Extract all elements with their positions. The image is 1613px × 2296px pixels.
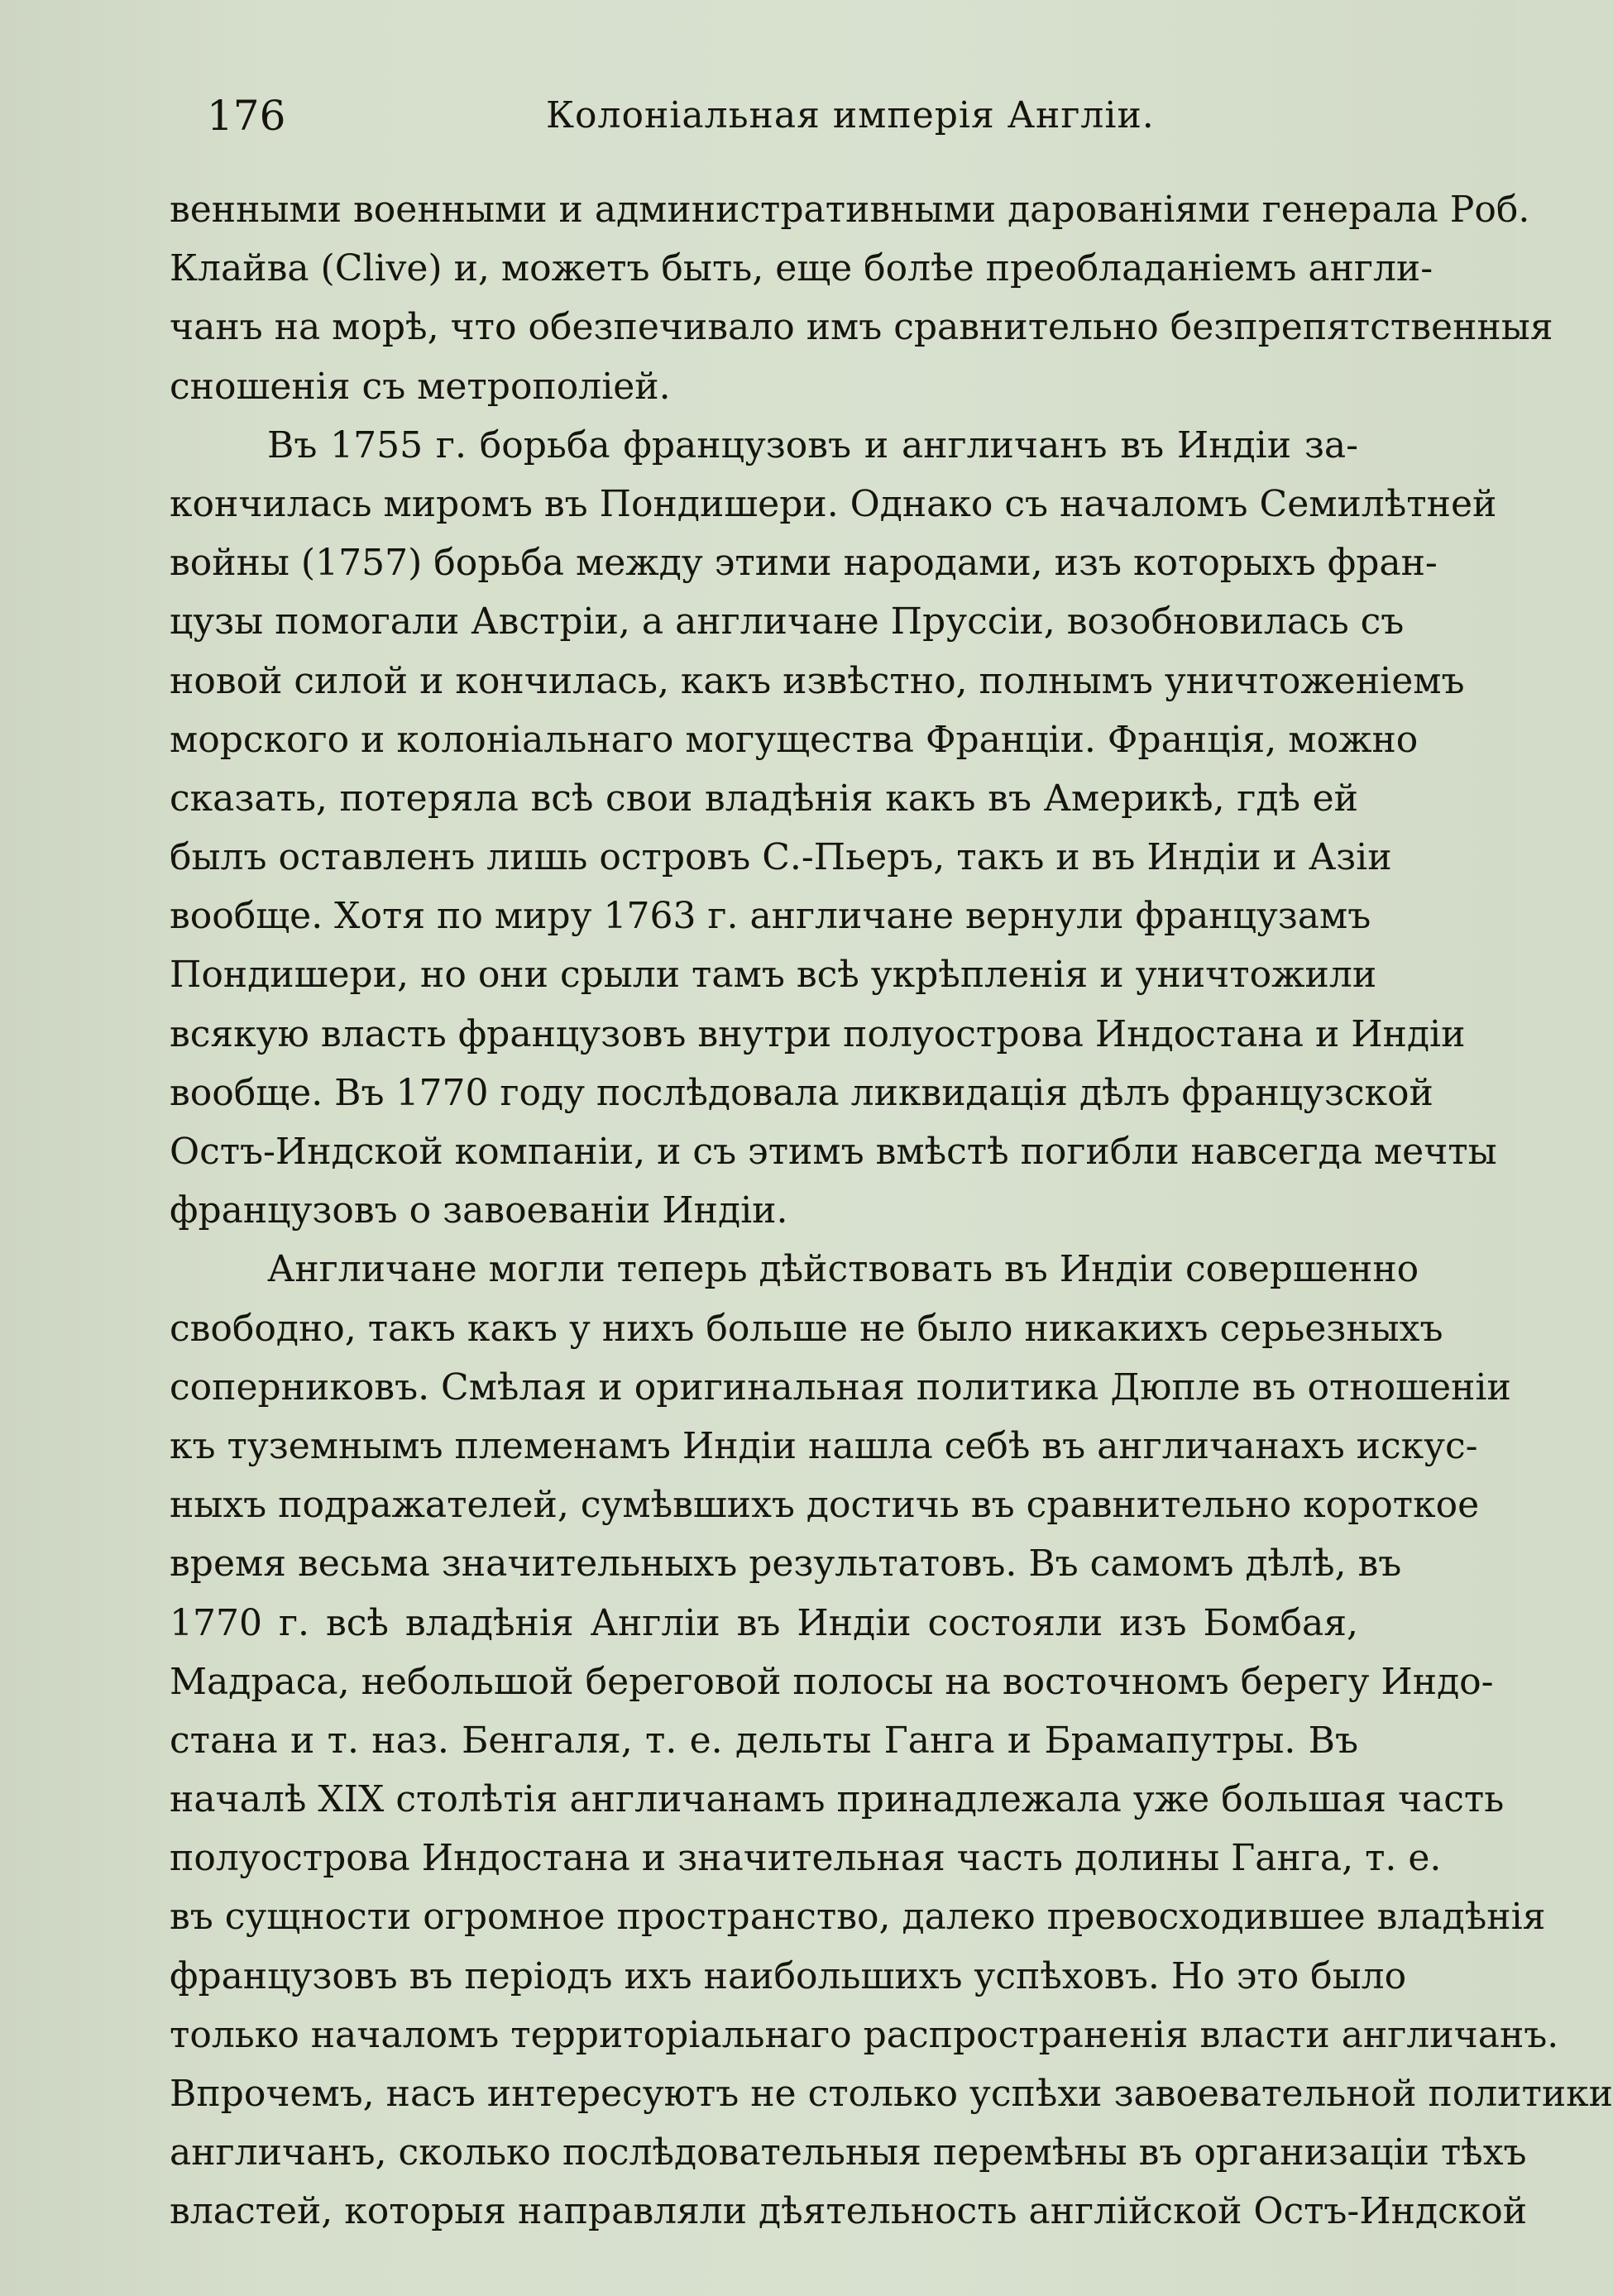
text-line: сказать, потеряла всѣ свои владѣнія какъ въ Америкѣ, гдѣ ей: [170, 777, 1358, 820]
text-line: цузы помогали Австріи, а англичане Пруссіи, возобновилась съ: [170, 600, 1405, 643]
text-line: вообще. Въ 1770 году послѣдовала ликвидація дѣлъ французской: [170, 1071, 1434, 1114]
text-line: началѣ XIX столѣтія англичанамъ принадлежала уже большая часть: [170, 1778, 1505, 1821]
text-line: 1770 г. всѣ владѣнія Англіи въ Индіи состояли изъ Бомбая,: [170, 1601, 1358, 1644]
text-line: ныхъ подражателей, сумѣвшихъ достичь въ сравнительно короткое: [170, 1484, 1480, 1527]
text-line: французовъ въ періодъ ихъ наибольшихъ успѣховъ. Но это было: [170, 1954, 1407, 1997]
page-header: [207, 87, 1365, 145]
text-line: стана и т. наз. Бенгаля, т. е. дельты Ганга и Брамапутры. Въ: [170, 1719, 1358, 1762]
text-line: время весьма значительныхъ результатовъ. Въ самомъ дѣлѣ, въ: [170, 1543, 1402, 1586]
text-line: былъ оставленъ лишь островъ С.-Пьеръ, такъ и въ Индіи и Азіи: [170, 836, 1392, 879]
text-line: Мадраса, небольшой береговой полосы на восточномъ берегу Индо-: [170, 1660, 1494, 1703]
page-number: 176: [207, 92, 286, 140]
text-line: всякую власть французовъ внутри полуострова Индостана и Индіи: [170, 1012, 1466, 1055]
text-line: властей, которыя направляли дѣятельность англійской Остъ-Индской: [170, 2190, 1528, 2233]
text-line: къ туземнымъ племенамъ Индіи нашла себѣ въ англичанахъ искус-: [170, 1424, 1478, 1467]
text-line: только началомъ территоріальнаго распространенія власти англичанъ.: [170, 2013, 1559, 2056]
text-line: соперниковъ. Смѣлая и оригинальная политика Дюпле въ отношеніи: [170, 1366, 1511, 1409]
text-line: Впрочемъ, насъ интересуютъ не столько успѣхи завоевательной политики: [170, 2073, 1613, 2115]
text-line: французовъ о завоеваніи Индіи.: [170, 1189, 788, 1232]
text-line: Пондишери, но они срыли тамъ всѣ укрѣпленія и уничтожили: [170, 954, 1377, 997]
text-line: Англичане могли теперь дѣйствовать въ Индіи совершенно: [267, 1248, 1419, 1291]
text-line: кончилась миромъ въ Пондишери. Однако съ началомъ Семилѣтней: [170, 482, 1497, 525]
running-title: Колоніальная имперія Англіи.: [546, 94, 1155, 136]
text-line: чанъ на морѣ, что обезпечивало имъ сравнительно безпрепятственныя: [170, 306, 1553, 349]
text-line: англичанъ, сколько послѣдовательныя перемѣны въ организаціи тѣхъ: [170, 2131, 1527, 2174]
text-line: венными военными и административными дарованіями генерала Роб.: [170, 189, 1530, 231]
text-line: въ сущности огромное пространство, далеко превосходившее владѣнія: [170, 1896, 1546, 1939]
text-line: Клайва (Clive) и, можетъ быть, еще болѣе преобладаніемъ англи-: [170, 247, 1434, 290]
text-line: вообще. Хотя по миру 1763 г. англичане вернули французамъ: [170, 895, 1371, 938]
text-line: морского и колоніальнаго могущества Франціи. Франція, можно: [170, 718, 1419, 761]
text-line: свободно, такъ какъ у нихъ больше не было никакихъ серьезныхъ: [170, 1307, 1443, 1350]
text-line: Въ 1755 г. борьба французовъ и англичанъ въ Индіи за-: [267, 423, 1358, 466]
text-line: сношенія съ метрополіей.: [170, 365, 671, 408]
body-text: [170, 180, 1613, 2241]
text-line: Остъ-Индской компаніи, и съ этимъ вмѣстѣ погибли навсегда мечты: [170, 1131, 1497, 1173]
text-line: полуострова Индостана и значительная часть долины Ганга, т. е.: [170, 1837, 1442, 1880]
text-line: новой силой и кончилась, какъ извѣстно, полнымъ уничтоженіемъ: [170, 659, 1465, 702]
text-line: войны (1757) борьба между этими народами, изъ которыхъ фран-: [170, 542, 1438, 585]
